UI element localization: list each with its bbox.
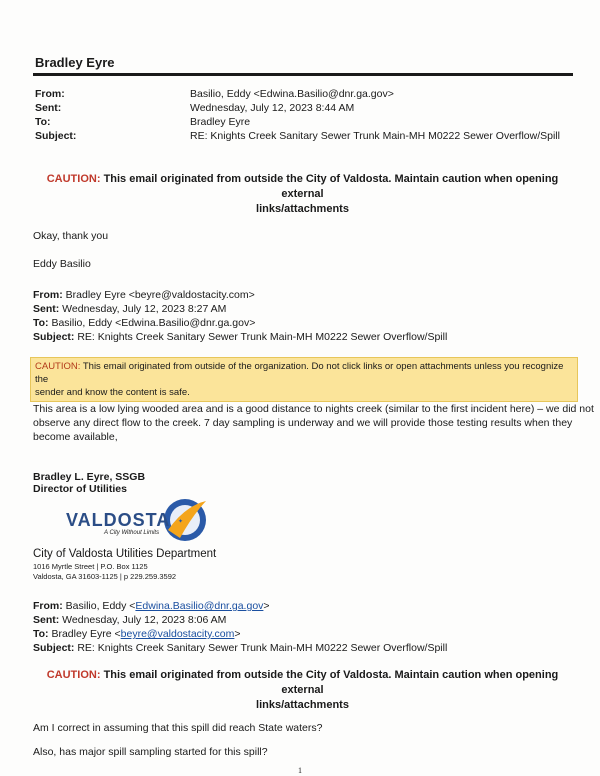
email-sender-name: Bradley Eyre [35,55,115,70]
caution-word: CAUTION: [46,669,101,681]
logo-tagline: A City Without Limits [104,530,160,536]
signature-address-line1: 1016 Myrtle Street | P.O. Box 1125 [33,562,148,571]
message-body: This area is a low lying wooded area and is a good distance to nights creek (similar to the first incident here) – we did not observe any direct flow to the creek. 7 day sampling is underway and we will provide those testing results when they become available, [33,403,594,443]
question-1: Am I correct in assuming that this spill did reach State waters? [33,722,323,734]
sent-value: Wednesday, July 12, 2023 8:44 AM [190,102,355,114]
external-email-warning-banner [30,357,578,402]
svg-text:✦: ✦ [178,519,184,525]
quoted-sent: Sent: Wednesday, July 12, 2023 8:27 AM [33,303,227,315]
quoted2-sent: Sent: Wednesday, July 12, 2023 8:06 AM [33,614,227,626]
logo-wordmark: VALDOSTA [66,510,171,530]
caution-notice-2 [30,668,575,713]
question-2: Also, has major spill sampling started for this spill? [33,746,268,758]
from-value: Basilio, Eddy <Edwina.Basilio@dnr.ga.gov> [190,88,394,100]
signature-address-line2: Valdosta, GA 31603-1125 | p 229.259.3592 [33,572,177,581]
caution-notice-1 [30,172,575,217]
caution-text-line2: links/attachments [256,699,349,711]
to-value: Bradley Eyre [190,116,251,128]
quoted-subject: Subject: RE: Knights Creek Sanitary Sewer Trunk Main-MH M0222 Sewer Overflow/Spill [33,331,448,343]
caution-word: CAUTION: [46,173,101,185]
subject-value: RE: Knights Creek Sanitary Sewer Trunk Main-MH M0222 Sewer Overflow/Spill [190,130,560,142]
page-number: 1 [298,766,302,775]
quoted2-subject: Subject: RE: Knights Creek Sanitary Sewer Trunk Main-MH M0222 Sewer Overflow/Spill [33,642,448,654]
valdosta-logo [60,498,210,551]
to-label: To: [35,116,51,128]
quoted2-to: To: Bradley Eyre <beyre@valdostacity.com> [33,628,241,640]
quoted-to: To: Basilio, Eddy <Edwina.Basilio@dnr.ga.gov> [33,317,256,329]
sent-label: Sent: [35,102,62,114]
reply-body: Okay, thank you [33,230,109,242]
signature-name: Bradley L. Eyre, SSGB [33,471,146,483]
banner-line2: sender and know the content is safe. [35,387,190,398]
reply-signature: Eddy Basilio [33,258,91,270]
banner-caution-word: CAUTION: [35,361,81,372]
header-divider [33,73,573,76]
banner-line1: This email originated from outside of the organization. Do not click links or open attachments unless you recognize the [35,361,564,385]
sender-email-link[interactable]: Edwina.Basilio@dnr.ga.gov [135,600,264,612]
quoted2-from: From: Basilio, Eddy <Edwina.Basilio@dnr.ga.gov> [33,600,270,612]
caution-text-line2: links/attachments [256,203,349,215]
signature-department: City of Valdosta Utilities Department [33,548,217,560]
quoted-from: From: Bradley Eyre <beyre@valdostacity.com> [33,289,255,301]
signature-title: Director of Utilities [33,483,127,495]
caution-text-line1: This email originated from outside the City of Valdosta. Maintain caution when opening external [103,669,559,696]
recipient-email-link[interactable]: beyre@valdostacity.com [120,628,235,640]
from-label: From: [35,88,65,100]
subject-label: Subject: [35,130,77,142]
caution-text-line1: This email originated from outside the City of Valdosta. Maintain caution when opening external [103,173,559,200]
